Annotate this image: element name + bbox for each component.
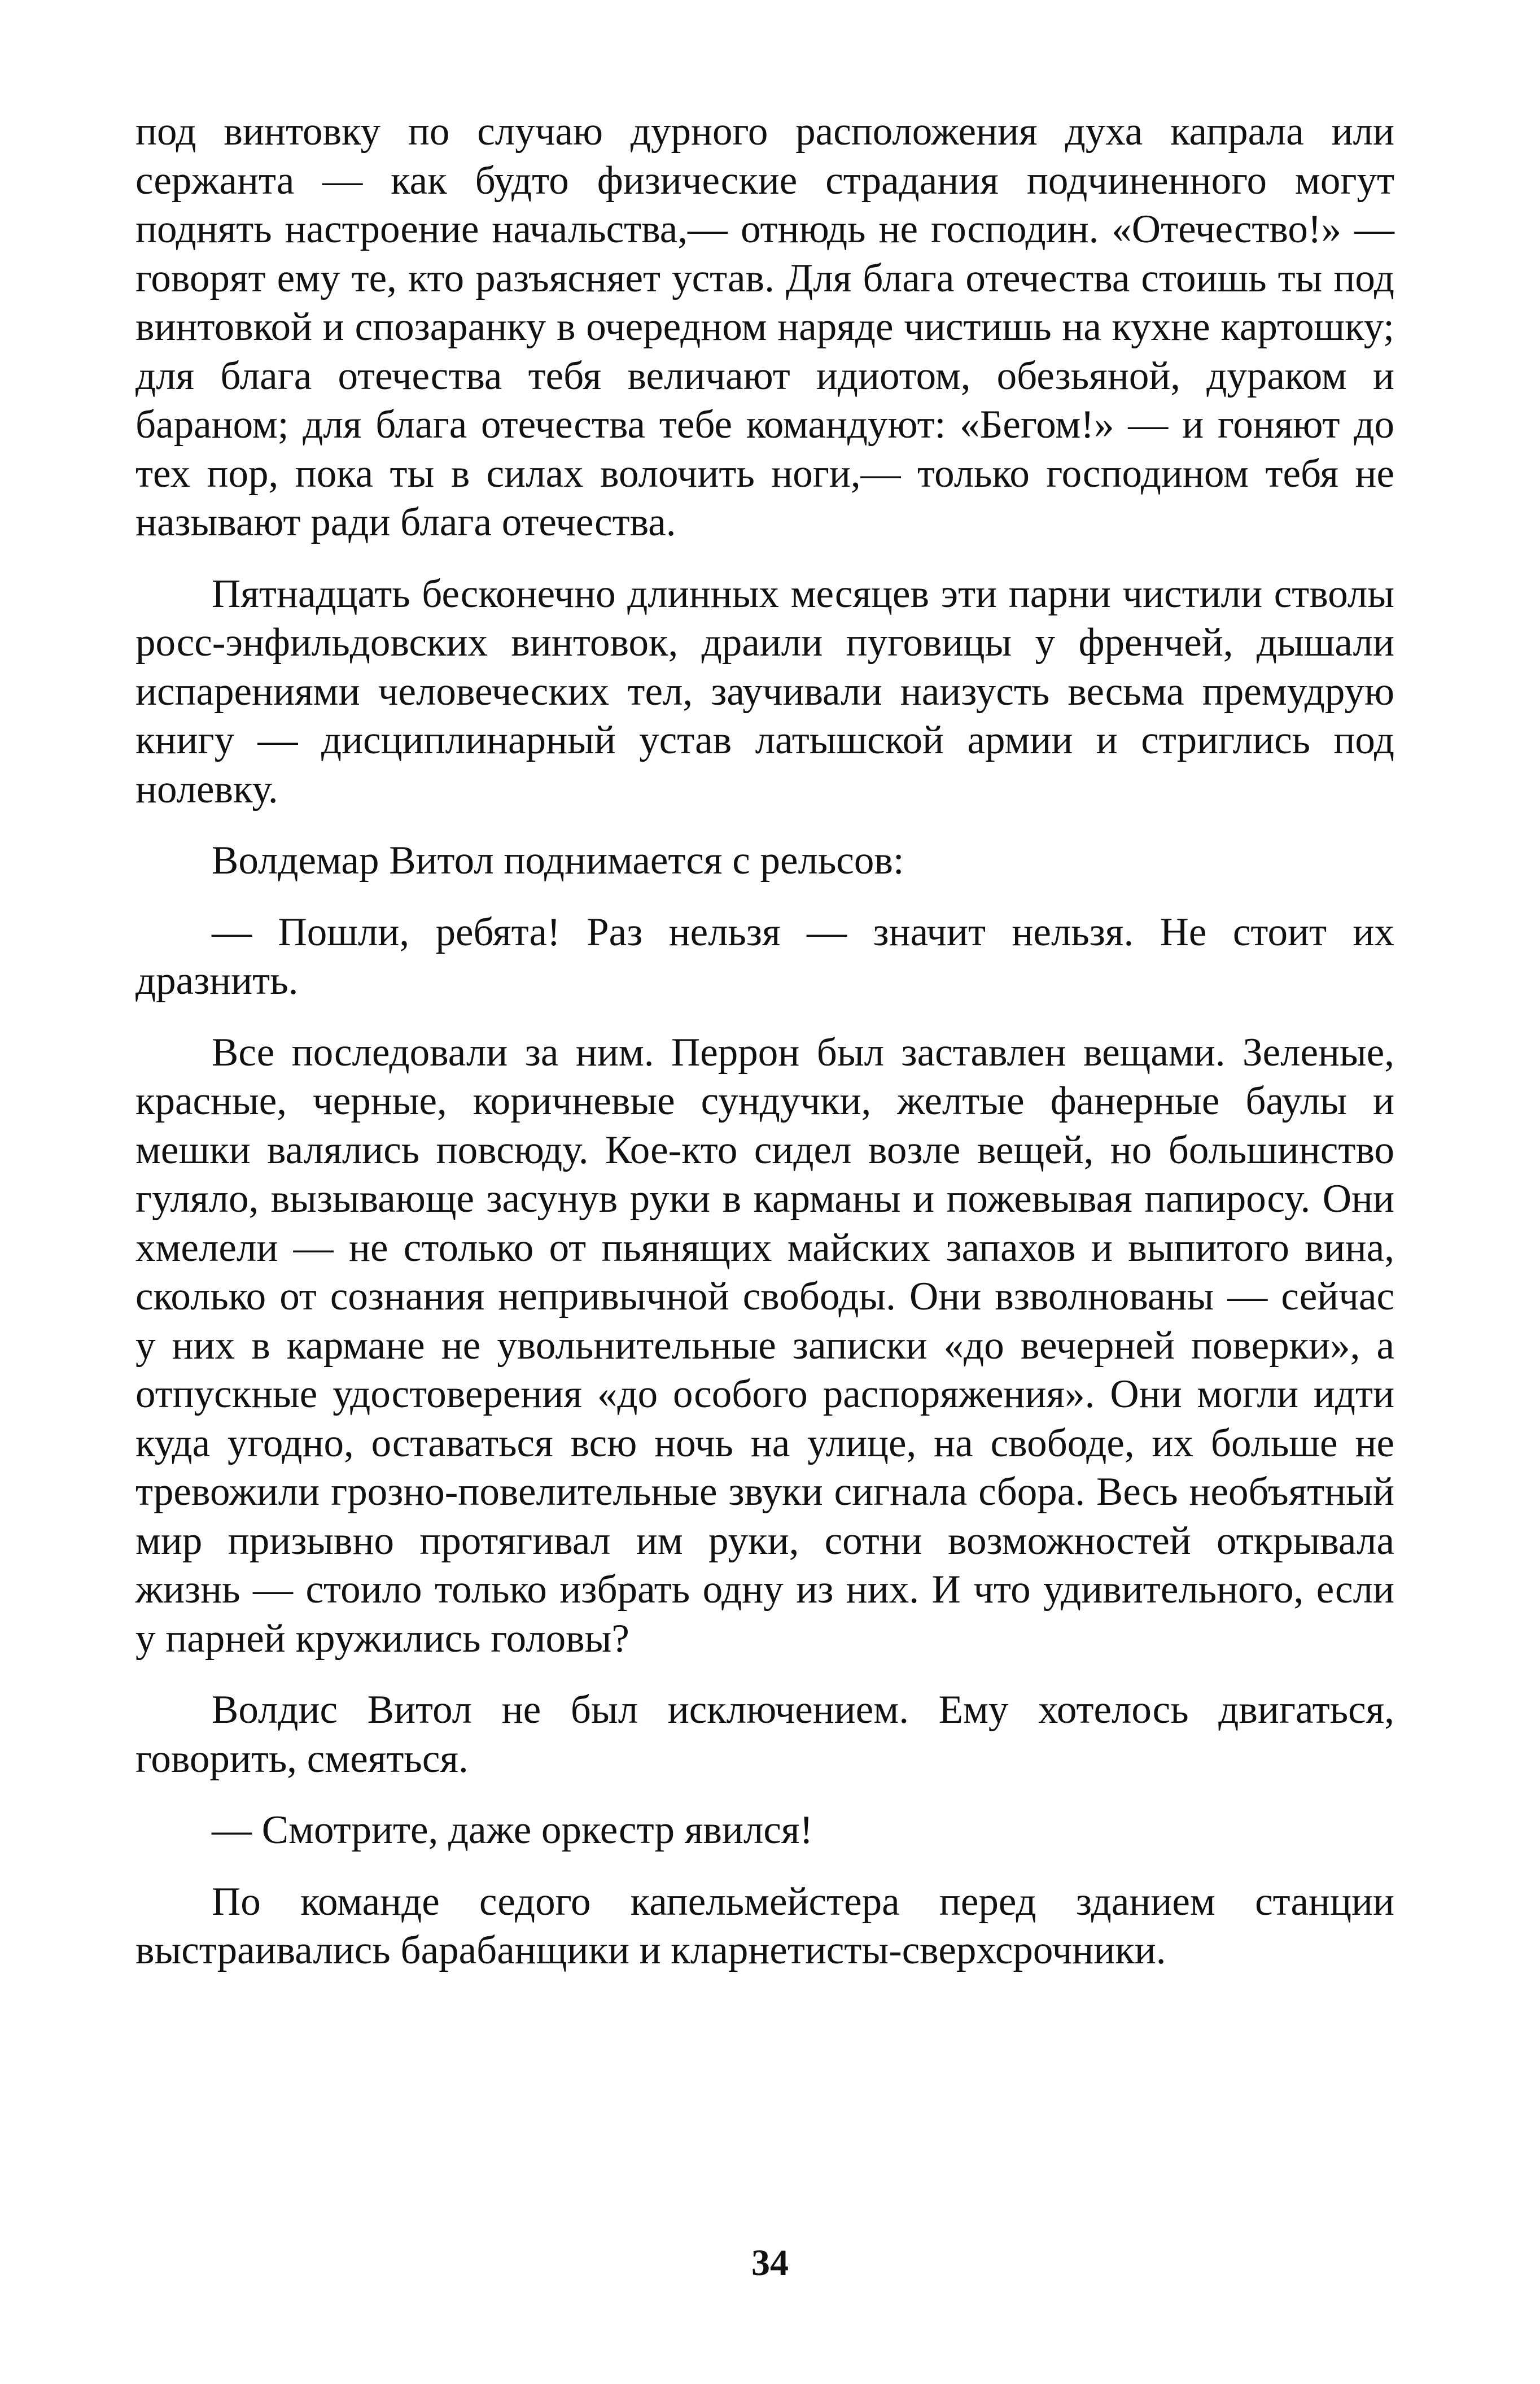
paragraph-1: под винтовку по случаю дурного расположения духа капрала или сержанта — как будто физические страдания подчиненного могут поднять настроение начальства,— отнюдь не господин. «Отечество!» — говорят ему те, кто разъясняет устав. Для блага отечества стоишь ты под винтовкой и спозаранку в очередном наряде чистишь на кухне картошку; для блага отечества тебя величают идиотом, обезьяной, дураком и бараном; для блага отечества тебе командуют: «Бегом!» — и гоняют до тех пор, пока ты в силах волочить ноги,— только господином тебя не называют ради блага отечества. xyxy=(135,110,1394,544)
paragraph-2: Пятнадцать бесконечно длинных месяцев эти парни чистили стволы росс-энфильдовских винтовок, драили пуговицы у френчей, дышали испарениями человеческих тел, заучивали наизусть весьма премудрую книгу — дисциплинарный устав латышской армии и стриглись под нолевку. xyxy=(135,571,1394,811)
paragraph-3: Волдемар Витол поднимается с рельсов: xyxy=(212,839,904,883)
paragraph-4: — Пошли, ребята! Раз нельзя — значит нельзя. Не стоит их дразнить. xyxy=(135,910,1394,1003)
paragraph-5: Все последовали за ним. Перрон был заставлен вещами. Зеленые, красные, черные, коричневые сундучки, желтые фанерные баулы и мешки валялись повсюду. Кое-кто сидел возле вещей, но большинство гуляло, вызывающе засунув руки в карманы и пожевывая папиросу. Они хмелели — не столько от пьянящих майских запахов и выпитого вина, сколько от сознания непривычной свободы. Они взволнованы — сейчас у них в кармане не увольнительные записки «до вечерней поверки», а отпускные удостоверения «до особого распоряжения». Они могли идти куда угодно, оставаться всю ночь на улице, на свободе, их больше не тревожили грозно-повелительные звуки сигнала сбора. Весь необъятный мир призывно протягивал им руки, сотни возможностей открывала жизнь — стоило только избрать одну из них. И что удивительного, если у парней кружились головы? xyxy=(135,1030,1394,1661)
paragraph-8: По команде седого капельмейстера перед зданием станции выстраивались барабанщики и кларнетисты-сверхсрочники. xyxy=(135,1879,1394,1972)
page-number: 34 xyxy=(751,2242,789,2283)
page-body xyxy=(135,107,1394,1998)
paragraph-6: Волдис Витол не был исключением. Ему хотелось двигаться, говорить, смеяться. xyxy=(135,1688,1394,1781)
paragraph-7: — Смотрите, даже оркестр явился! xyxy=(212,1808,813,1852)
